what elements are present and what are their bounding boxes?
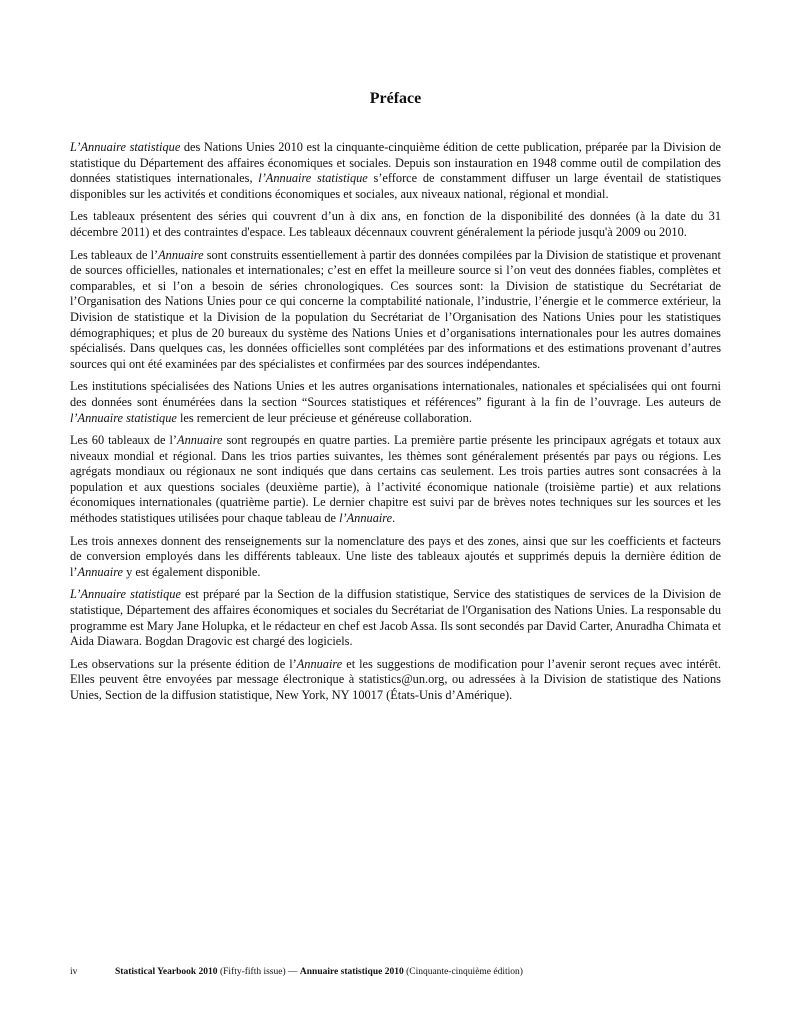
text-run: des Nations Unies 2010 est la cinquante-cinquième édition de cette publication, préparée par la Division de statistique du Département des affaires économiques et sociales. Depuis son instauration en 1948 comme outil de compilation des données statistiques internationales, — [70, 140, 721, 186]
text-run: sont construits essentiellement à partir des données compilées par la Division de statistique et provenant de sources officielles, nationales et internationales; c’est en effet la meilleure source si l’on veut des données fiables, complètes et comparables, et si l’on a besoin de séries chronologiques. Ces sources sont: la Division de statistique du Secrétariat de l’Organisation des Nations Unies pour ce qui concerne la comptabilité nationale, l’industrie, l’énergie et le commerce extérieur, la Division de statistique et la Division de la population du Secrétariat de l’Organisation des Nations Unies pour les statistiques démographiques; et plus de 20 bureaux du système des Nations Unies et d’organisations internationales pour les autres domaines spécialisés. Dans quelques cas, les données officielles sont complétées par des informations et des estimations provenant d’autres sources qui ont été examinées par des spécialistes et confirmées par des sources indépendantes. — [70, 247, 721, 371]
footer-issue-fr: (Cinquante-cinquième édition) — [403, 967, 523, 977]
paragraph-4 — [70, 379, 721, 426]
text-run: s’efforce de constamment diffuser un large éventail de statistiques disponibles sur les activités et conditions économiques et sociales, aux niveaux national, régional et mondial. — [70, 171, 722, 201]
paragraph-6 — [70, 534, 721, 581]
footer-title-en: Statistical Yearbook 2010 — [115, 967, 218, 977]
italic-run: l’Annuaire statistique — [70, 410, 177, 425]
italic-run: Annuaire — [77, 564, 124, 579]
paragraph-3 — [70, 248, 721, 373]
paragraph-7 — [70, 587, 721, 649]
text-run: Les observations sur la présente édition de l’ — [70, 656, 297, 671]
text-run: sont regroupés en quatre parties. La première partie présente les principaux agrégats et totaux aux niveaux mondial et régional. Dans les trios parties suivantes, les thèmes sont généralement présentés par pays ou régions. Les agrégats mondiaux ou régionaux ne sont indiqués que dans certains cas seulement. Les trois parties autres sont consacrées à la population et aux questions sociales (deuxième partie), à l’activité économique nationale (troisième partie) et aux relations économiques internationales (quatrième partie). Le dernier chapitre est suivi par de brèves notes techniques sur les sources et les méthodes statistiques utilisées pour chaque tableau de — [70, 433, 722, 526]
preface-body — [70, 140, 721, 711]
italic-run: l’Annuaire — [339, 511, 393, 526]
text-run: Les tableaux présentent des séries qui couvrent d’un à dix ans, en fonction de la disponibilité des données (à la date du 31 décembre 2011) et des contraintes d'espace. Les tableaux décennaux couvrent généralement la période jusqu'à 2009 ou 2010. — [70, 209, 721, 239]
italic-run: l’Annuaire statistique — [258, 171, 368, 186]
text-run: est préparé par la Section de la diffusion statistique, Service des statistiques de services de la Division de statistique, Département des affaires économiques et sociales du Secrétariat de l'Organisation des Nations Unies. La responsable du programme est Mary Jane Holupka, et le rédacteur en chef est Jacob Assa. Ils sont secondés par David Carter, Anuradha Chimata et Aida Diawara. Bogdan Dragovic est chargé des logiciels. — [70, 587, 722, 649]
italic-run: L’Annuaire statistique — [70, 587, 181, 602]
text-run: Les trois annexes donnent des renseignements sur la nomenclature des pays et des zones, ainsi que sur les coefficients et facteurs de conversion employés dans les différents tableaux. Une liste des tableaux ajoutés et supprimés depuis la dernière édition de l’ — [70, 533, 721, 579]
italic-run: Annuaire — [296, 656, 343, 671]
footer-title-fr: Annuaire statistique 2010 — [299, 967, 404, 977]
text-run: y est également disponible. — [123, 564, 261, 579]
page-footer — [70, 966, 721, 978]
paragraph-1 — [70, 140, 721, 202]
text-run: Les tableaux de l’ — [70, 247, 159, 262]
italic-run: Annuaire — [177, 433, 223, 448]
paragraph-5 — [70, 433, 721, 527]
page-title: Préface — [369, 90, 422, 107]
paragraph-8 — [70, 657, 721, 704]
page-number: iv — [70, 967, 78, 977]
italic-run: Annuaire — [158, 247, 204, 262]
italic-run: L’Annuaire statistique — [70, 140, 181, 154]
paragraph-2 — [70, 209, 721, 240]
text-run: et les suggestions de modification pour l’avenir seront reçues avec intérêt. Elles peuvent être envoyées par message électronique à statistics@un.org, ou adressées à la Division de statistique des Nations Unies, Section de la diffusion statistique, New York, NY 10017 (États-Unis d’Amérique). — [70, 656, 721, 702]
text-run: les remercient de leur précieuse et généreuse collaboration. — [176, 410, 472, 425]
text-run: Les 60 tableaux de l’ — [70, 433, 178, 448]
text-run: Les institutions spécialisées des Nations Unies et les autres organisations internationales, nationales et spécialisées qui ont fourni des données sont énumérées dans la section “Sources statistiques et références” figurant à la fin de l’ouvrage. Les auteurs de — [70, 379, 721, 409]
text-run: . — [392, 511, 396, 526]
footer-issue-en: (Fifty-fifth issue) — — [217, 967, 300, 977]
